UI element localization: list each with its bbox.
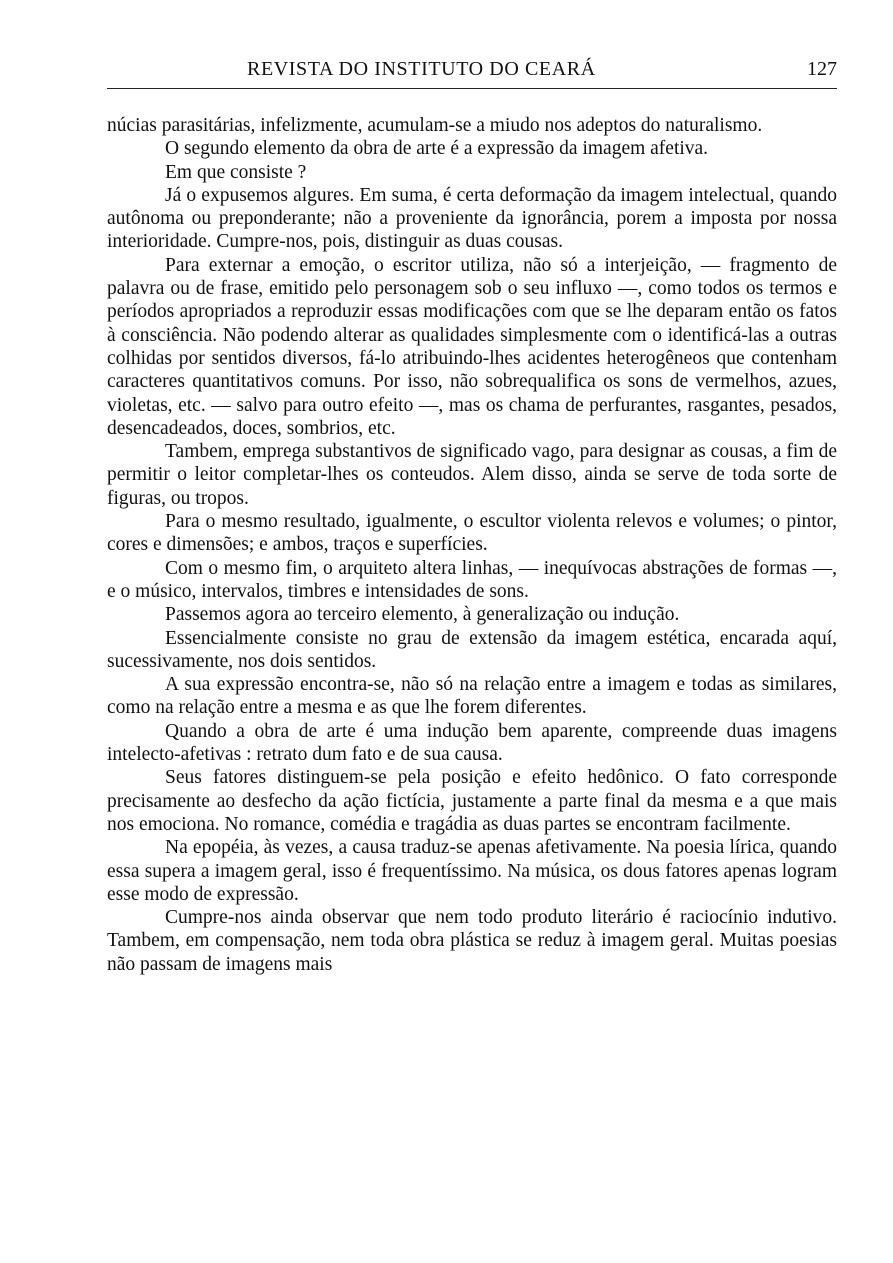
paragraph: Quando a obra de arte é uma indução bem aparente, compreende duas imagens intelecto-afetivas : retrato dum fato e de sua causa. [107,720,837,766]
paragraph: Na epopéia, às vezes, a causa traduz-se apenas afetivamente. Na poesia lírica, quando essa supera a imagem geral, isso é frequentíssimo. Na música, os dous fatores apenas logram esse modo de expressão. [107,837,837,905]
paragraph: A sua expressão encontra-se, não só na relação entre a imagem e todas as similares, como na relação entre a mesma e as que lhe forem diferentes. [107,674,837,719]
page-header [107,54,837,89]
paragraph: Tambem, emprega substantivos de significado vago, para designar as cousas, a fim de permitir o leitor completar-lhes os conteudos. Alem disso, ainda se serve de toda sorte de figuras, ou tropos. [107,441,837,509]
paragraph-continuation: núcias parasitárias, infelizmente, acumulam-se a miudo nos adeptos do naturalismo. [107,115,763,136]
page-number: 127 [807,58,837,80]
paragraph: Com o mesmo fim, o arquiteto altera linhas, — inequívocas abstrações de formas —, e o músico, intervalos, timbres e intensidades de sons. [107,557,837,602]
paragraph: Cumpre-nos ainda observar que nem todo produto literário é raciocínio indutivo. Tambem, em compensação, nem toda obra plástica se reduz à imagem geral. Muitas poesias não passam de imagens mais [107,907,837,975]
paragraph: Para o mesmo resultado, igualmente, o escultor violenta relevos e volumes; o pintor, cores e dimensões; e ambos, traços e superfícies. [107,511,837,556]
paragraph: Em que consiste ? [165,161,307,183]
body-text [107,114,837,976]
paragraph: Para externar a emoção, o escritor utiliza, não só a interjeição, — fragmento de palavra ou de frase, emitido pelo personagem sob o seu influxo —, como todos os termos e períodos apropriados a reproduzir essas modificações com que se lhe deparam então os fatos à consciência. Não podendo alterar as qualidades simplesmente com o identificá-las a outras colhidas por sentidos diversos, fá-lo atribuindo-lhes acidentes heterogêneos que contenham caracteres quantitativos comuns. Por isso, não sobrequalifica os sons de vermelhos, azues, violetas, etc. — salvo para outro efeito —, mas os chama de perfurantes, rasgantes, pesados, desencadeados, doces, sombrios, etc. [107,254,837,439]
paragraph: Passemos agora ao terceiro elemento, à generalização ou indução. [165,604,680,626]
paragraph: Já o expusemos algures. Em suma, é certa deformação da imagem intelectual, quando autônoma ou preponderante; não a proveniente da ignorância, porem a imposta por nossa interioridade. Cumpre-nos, pois, distinguir as duas cousas. [107,184,837,253]
paragraph: O segundo elemento da obra de arte é a expressão da imagem afetiva. [165,138,709,160]
paragraph: Essencialmente consiste no grau de extensão da imagem estética, encarada aquí, sucessivamente, nos dois sentidos. [107,627,837,672]
running-title: REVISTA DO INSTITUTO DO CEARÁ [247,58,596,80]
paragraph: Seus fatores distinguem-se pela posição e efeito hedônico. O fato corresponde precisamente ao desfecho da ação fictícia, justamente a parte final da mesma e a que mais nos emociona. No romance, comédia e tragádia as duas partes se encontram facilmente. [107,767,837,835]
